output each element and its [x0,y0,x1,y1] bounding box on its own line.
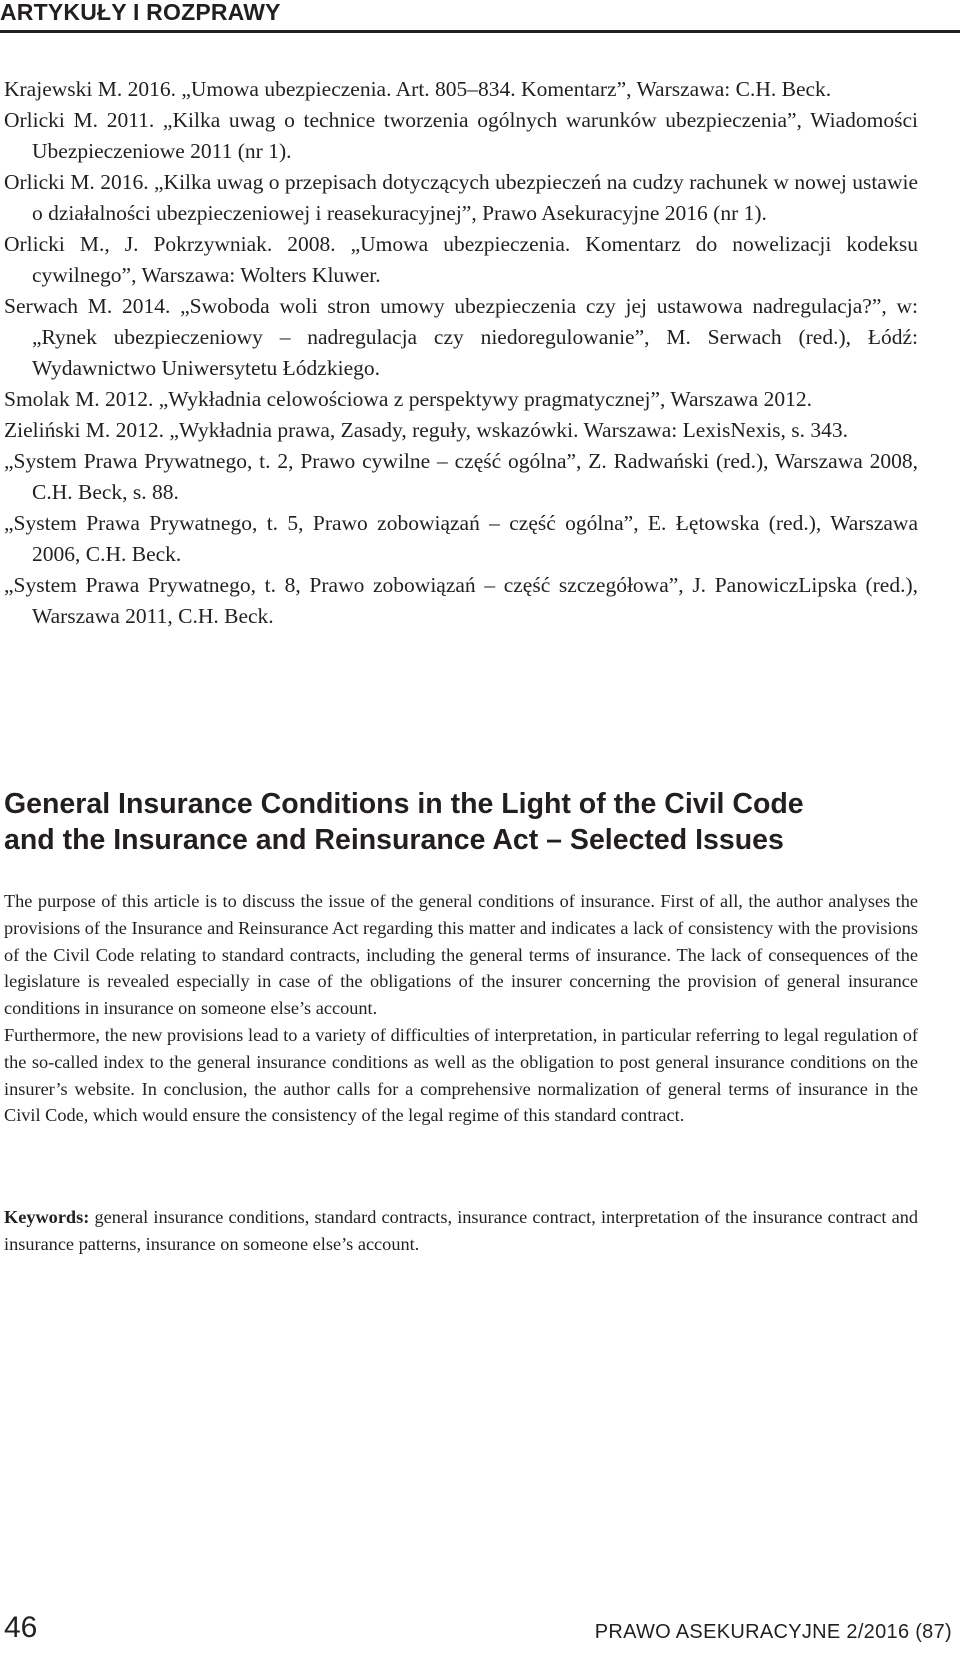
abstract-title [4,786,924,858]
keywords-text: general insurance conditions, standard contracts, insurance contract, interpretation of the insurance contract and insurance patterns, insurance on someone else’s account. [4,1207,918,1254]
references-list [4,74,918,632]
reference-item: Smolak M. 2012. „Wykładnia celowościowa z perspektywy pragmatycznej”, Warszawa 2012. [4,387,812,411]
abstract-title-line2: and the Insurance and Reinsurance Act – Selected Issues [4,824,784,856]
section-title: ARTYKUŁY I ROZPRAWY [0,0,281,25]
reference-item: „System Prawa Prywatnego, t. 2, Prawo cywilne – część ogólna”, Z. Radwański (red.), Warszawa 2008, C.H. Beck, s. 88. [4,449,918,504]
keywords [4,1204,918,1258]
abstract-paragraph: The purpose of this article is to discuss the issue of the general conditions of insurance. First of all, the author analyses the provisions of the Insurance and Reinsurance Act regarding this matter and indicates a lack of consistency with the provisions of the Civil Code relating to standard contracts, including the general terms of insurance. The lack of consequences of the legislature is revealed especially in case of the obligations of the insurer concerning the provision of general insurance conditions in insurance on someone else’s account. [4,891,918,1019]
abstract-paragraph: Furthermore, the new provisions lead to a variety of difficulties of interpretation, in particular referring to legal regulation of the so-called index to the general insurance conditions as well as the obligation to post general insurance conditions on the insurer’s website. In conclusion, the author calls for a comprehensive normalization of general terms of insurance in the Civil Code, which would ensure the consistency of the legal regime of this standard contract. [4,1024,918,1126]
journal-name: PRAWO ASEKURACYJNE 2/2016 (87) [594,1621,952,1643]
reference-item: Orlicki M., J. Pokrzywniak. 2008. „Umowa ubezpieczenia. Komentarz do nowelizacji kodeksu cywilnego”, Warszawa: Wolters Kluwer. [4,232,918,287]
reference-item: Krajewski M. 2016. „Umowa ubezpieczenia. Art. 805–834. Komentarz”, Warszawa: C.H. Beck. [4,77,832,101]
section-header [0,0,960,33]
abstract-body [4,888,918,1129]
page-number: 46 [4,1611,38,1644]
keywords-label: Keywords: [4,1207,90,1227]
abstract-title-line1: General Insurance Conditions in the Light of the Civil Code [4,788,804,820]
reference-item: Orlicki M. 2011. „Kilka uwag o technice tworzenia ogólnych warunków ubezpieczenia”, Wiadomości Ubezpieczeniowe 2011 (nr 1). [4,108,918,163]
reference-item: Orlicki M. 2016. „Kilka uwag o przepisach dotyczących ubezpieczeń na cudzy rachunek w nowej ustawie o działalności ubezpieczeniowej i reasekuracyjnej”, Prawo Asekuracyjne 2016 (nr 1). [4,170,918,225]
reference-item: Zieliński M. 2012. „Wykładnia prawa, Zasady, reguły, wskazówki. Warszawa: LexisNexis, s. 343. [4,418,849,442]
reference-item: „System Prawa Prywatnego, t. 8, Prawo zobowiązań – część szczegółowa”, J. PanowiczLipska (red.), Warszawa 2011, C.H. Beck. [4,573,918,628]
reference-item: Serwach M. 2014. „Swoboda woli stron umowy ubezpieczenia czy jej ustawowa nadregulacja?”, w: „Rynek ubezpieczeniowy – nadregulacja czy niedoregulowanie”, M. Serwach (red.), Łódź: Wydawnictwo Uniwersytetu Łódzkiego. [4,294,918,380]
reference-item: „System Prawa Prywatnego, t. 5, Prawo zobowiązań – część ogólna”, E. Łętowska (red.), Warszawa 2006, C.H. Beck. [4,511,918,566]
